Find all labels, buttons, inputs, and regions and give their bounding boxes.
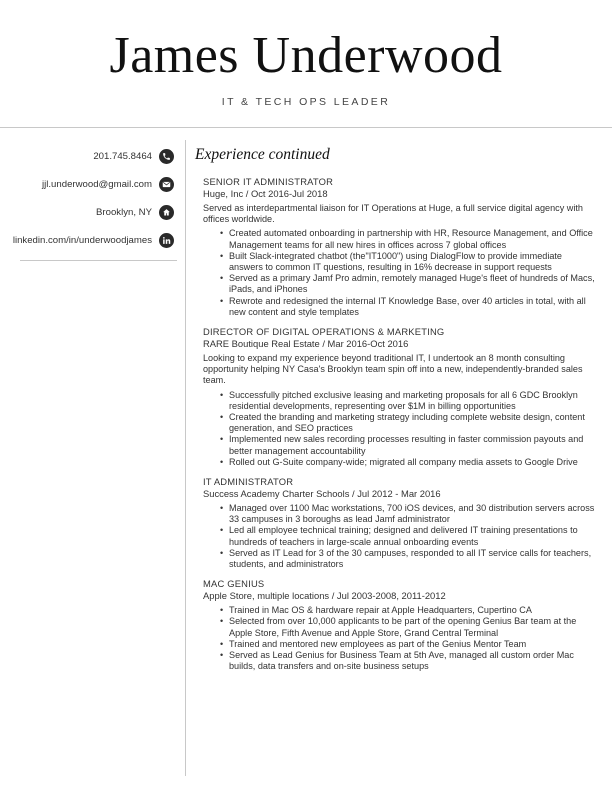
contact-location-text: Brooklyn, NY: [96, 206, 152, 218]
job-bullet: • Served as IT Lead for 3 of the 30 campuses, responded to all IT service calls for teachers, students, and administrators: [229, 548, 595, 570]
candidate-subtitle: IT & TECH OPS LEADER: [221, 96, 391, 108]
job-bullet: • Created automated onboarding in partnership with HR, Resource Management, and Office Management teams for all new hires in offices across 7 global offices: [229, 228, 595, 250]
job-bullet: • Managed over 1100 Mac workstations, 700 iOS devices, and 30 distribution servers across 33 campuses in 3 boroughs as lead Jamf administrator: [229, 503, 595, 525]
email-icon: [159, 177, 174, 192]
experience-heading: Experience continued: [195, 146, 330, 163]
header-divider: [0, 127, 612, 128]
job-bullet: • Selected from over 10,000 applicants to be part of the opening Genius Bar team at the Apple Store, Fifth Avenue and Apple Store, Grand Central Terminal: [229, 616, 595, 638]
job-title: DIRECTOR OF DIGITAL OPERATIONS & MARKETING: [203, 326, 445, 338]
contact-email-text: jjl.underwood@gmail.com: [42, 178, 152, 190]
job-meta: Success Academy Charter Schools / Jul 2012 - Mar 2016: [203, 488, 441, 500]
job-entry: [203, 176, 595, 318]
job-bullet: • Implemented new sales recording processes resulting in faster commission payouts and better management accountability: [229, 434, 595, 456]
job-bullet: • Trained and mentored new employees as part of the Genius Mentor Team: [229, 639, 595, 650]
job-bullets: [203, 605, 595, 672]
job-description: Served as interdepartmental liaison for IT Operations at Huge, a full service digital agency with offices worldwide.: [203, 203, 583, 225]
contact-linkedin-text: linkedin.com/in/underwoodjames: [12, 234, 152, 246]
job-entry: [203, 578, 595, 672]
job-bullet: • Served as Lead Genius for Business Team at 5th Ave, managed all custom order Mac builds, data transfers and on-site business setups: [229, 650, 595, 672]
contact-phone[interactable]: [0, 142, 174, 170]
candidate-name: James Underwood: [109, 27, 503, 84]
linkedin-icon: [159, 233, 174, 248]
experience-section: [195, 146, 595, 681]
contact-linkedin[interactable]: [0, 226, 174, 254]
contact-email[interactable]: [0, 170, 174, 198]
job-bullets: [203, 228, 595, 318]
job-bullet: • Successfully pitched exclusive leasing and marketing proposals for all 6 GDC Brooklyn residential developments, representing over $1M in billing opportunities: [229, 390, 595, 412]
job-bullet: • Created the branding and marketing strategy including complete website design, content generation, and SEO practices: [229, 412, 595, 434]
job-bullet: • Built Slack-integrated chatbot (the"IT1000") using DialogFlow to provide immediate answers to common IT questions, resulting in 16% decrease in support requests: [229, 251, 595, 273]
job-title: SENIOR IT ADMINISTRATOR: [203, 176, 334, 187]
contact-divider: [20, 260, 177, 261]
job-bullets: [203, 503, 595, 570]
contact-phone-text: 201.745.8464: [93, 150, 152, 162]
job-bullet: • Led all employee technical training; designed and delivered IT training presentations to hundreds of teachers in large-scale annual onboarding events: [229, 525, 595, 547]
job-meta: Huge, Inc / Oct 2016-Jul 2018: [203, 188, 328, 199]
job-title: IT ADMINISTRATOR: [203, 476, 294, 488]
home-icon: [159, 205, 174, 220]
job-bullet: • Served as a primary Jamf Pro admin, remotely managed Huge's fleet of hundreds of Macs, iPads, and iPhones: [229, 273, 595, 295]
job-bullet: • Rolled out G-Suite company-wide; migrated all company media assets to Google Drive: [229, 457, 595, 468]
job-meta: Apple Store, multiple locations / Jul 2003-2008, 2011-2012: [203, 590, 446, 602]
job-bullet: • Trained in Mac OS & hardware repair at Apple Headquarters, Cupertino CA: [229, 605, 595, 616]
contact-location: [0, 198, 174, 226]
job-bullet: • Rewrote and redesigned the internal IT Knowledge Base, over 40 articles in total, with all new content and style templates: [229, 296, 595, 318]
job-bullets: [203, 390, 595, 468]
contact-list: [0, 142, 174, 254]
job-entry: [203, 326, 595, 468]
column-divider: [185, 140, 186, 776]
job-meta: RARE Boutique Real Estate / Mar 2016-Oct 2016: [203, 338, 409, 350]
job-title: MAC GENIUS: [203, 578, 265, 590]
phone-icon: [159, 149, 174, 164]
job-entry: [203, 476, 595, 570]
job-description: Looking to expand my experience beyond traditional IT, I undertook an 8 month consulting opportunity helping NY Casa's Brooklyn team spin off into a new, independently-branded sales team.: [203, 353, 583, 386]
